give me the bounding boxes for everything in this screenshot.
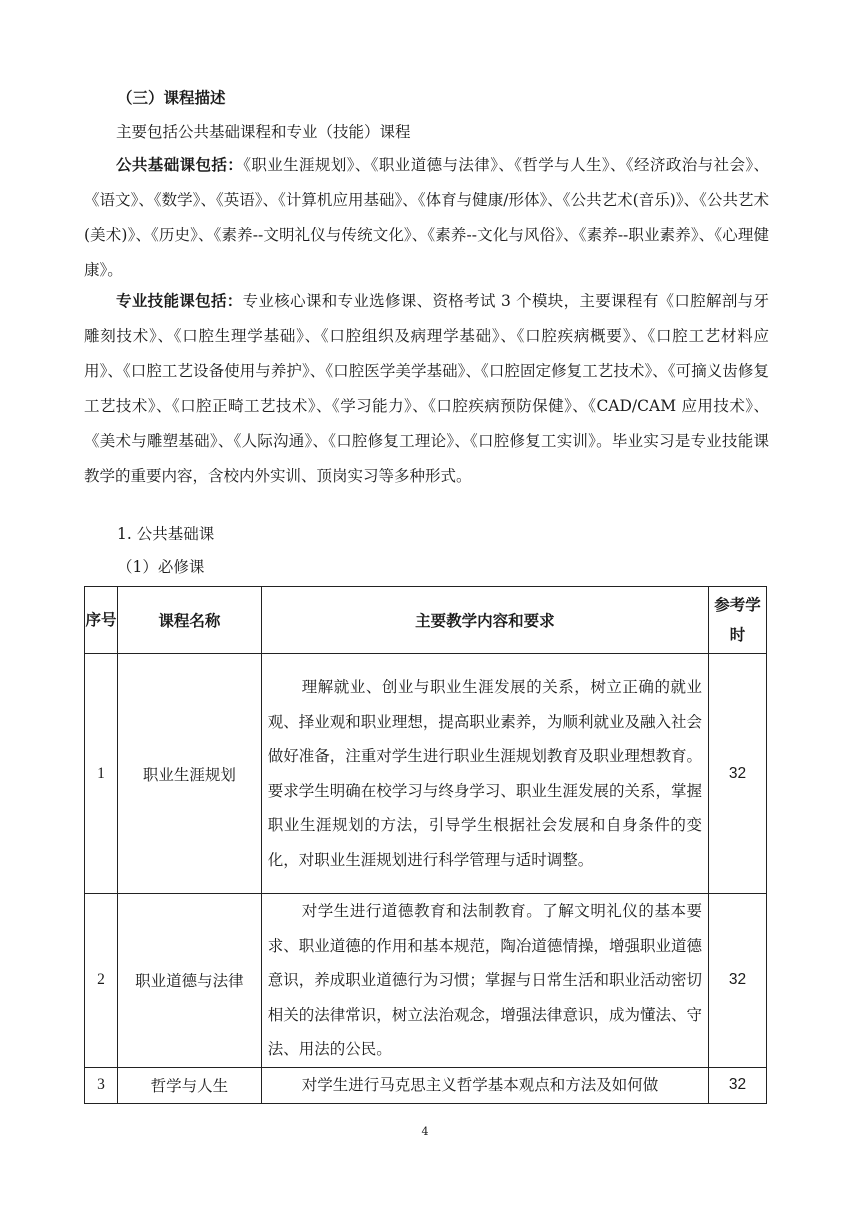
row-hours: 32 bbox=[709, 894, 767, 1068]
public-courses-paragraph bbox=[84, 148, 769, 288]
section-heading: （三）课程描述 bbox=[117, 89, 226, 107]
table-row bbox=[85, 894, 767, 1068]
page-number: 4 bbox=[421, 1125, 429, 1138]
row-content-text: 对学生进行道德教育和法制教育。了解文明礼仪的基本要求、职业道德的作用和基本规范，陶冶道德情操，增强职业道德意识，养成职业道德行为习惯；掌握与日常生活和职业活动密切相关的法律常识，树立法治观念，增强法律意识，成为懂法、守法、用法的公民。 bbox=[267, 902, 703, 1058]
table-row bbox=[85, 654, 767, 894]
row-number: 2 bbox=[85, 894, 118, 1068]
intro-text: 主要包括公共基础课程和专业（技能）课程 bbox=[116, 123, 411, 141]
row-course-name: 哲学与人生 bbox=[117, 1067, 261, 1103]
header-course-name: 课程名称 bbox=[117, 587, 261, 654]
intro-paragraph bbox=[84, 115, 769, 150]
row-content-text: 理解就业、创业与职业生涯发展的关系，树立正确的就业观、择业观和职业理想，提高职业素养，为顺利就业及融入社会做好准备，注重对学生进行职业生涯规划教育及职业理想教育。要求学生明确在校学习与终身学习、职业生涯发展的关系，掌握职业生涯规划的方法，引导学生根据社会发展和自身条件的变化，对职业生涯规划进行科学管理与适时调整。 bbox=[267, 678, 703, 869]
row-content-text: 对学生进行马克思主义哲学基本观点和方法及如何做 bbox=[301, 1075, 659, 1094]
subheading-required-courses: （1）必修课 bbox=[117, 558, 205, 576]
row-number: 3 bbox=[85, 1067, 118, 1103]
row-number: 1 bbox=[85, 654, 118, 894]
row-hours: 32 bbox=[709, 1067, 767, 1103]
public-courses-text: 《职业生涯规划》、《职业道德与法律》、《哲学与人生》、《经济政治与社会》、《语文》、《数学》、《英语》、《计算机应用基础》、《体育与健康/形体》、《公共艺术(音乐)》、《公共艺术(美术)》、《历史》、《素养--文明礼仪与传统文化》、《素养--文化与风俗》、《素养--职业素养》、《心理健康》。 bbox=[84, 156, 769, 279]
subheading-public-courses: 1. 公共基础课 bbox=[117, 525, 215, 543]
table-row bbox=[85, 1067, 767, 1103]
row-content bbox=[261, 654, 708, 894]
header-no: 序号 bbox=[85, 587, 118, 654]
course-table bbox=[84, 586, 767, 1104]
professional-courses-label: 专业技能课包括： bbox=[116, 292, 243, 310]
professional-courses-text: 专业核心课和专业选修课、资格考试 3 个模块，主要课程有《口腔解剖与牙雕刻技术》、《口腔生理学基础》、《口腔组织及病理学基础》、《口腔疾病概要》、《口腔工艺材料应用》、《口腔工艺设备使用与养护》、《口腔医学美学基础》、《口腔固定修复工艺技术》、《可摘义齿修复工艺技术》、《口腔正畸工艺技术》、《学习能力》、《口腔疾病预防保健》、《CAD/CAM 应用技术》、《美术与雕塑基础》、《人际沟通》、《口腔修复工理论》、《口腔修复工实训》。毕业实习是专业技能课教学的重要内容，含校内外实训、顶岗实习等多种形式。 bbox=[84, 292, 769, 485]
professional-courses-paragraph bbox=[84, 284, 769, 494]
row-hours: 32 bbox=[709, 654, 767, 894]
row-course-name: 职业道德与法律 bbox=[117, 894, 261, 1068]
header-content: 主要教学内容和要求 bbox=[261, 587, 708, 654]
header-hours: 参考学时 bbox=[709, 587, 767, 654]
table-header-row bbox=[85, 587, 767, 654]
row-content bbox=[261, 894, 708, 1068]
public-courses-label: 公共基础课包括： bbox=[116, 156, 244, 174]
row-course-name: 职业生涯规划 bbox=[117, 654, 261, 894]
row-content bbox=[261, 1067, 708, 1103]
